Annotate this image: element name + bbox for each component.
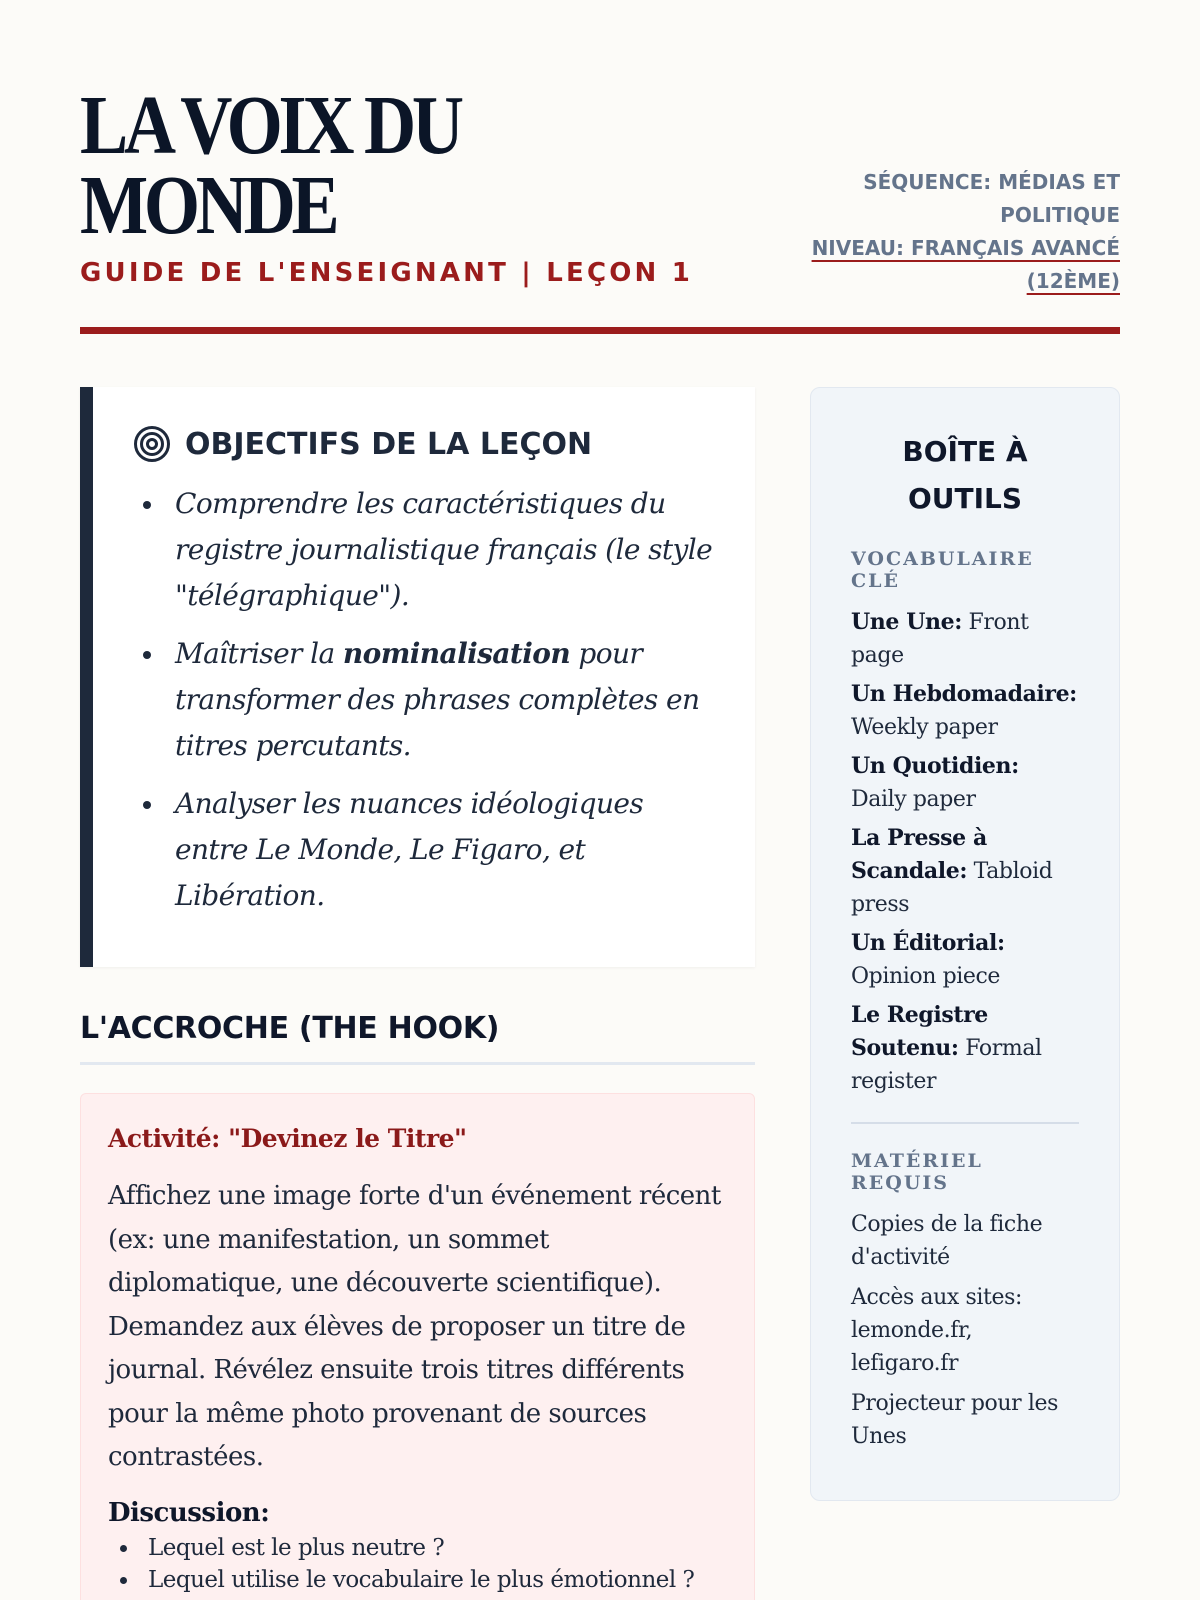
title-line-1: LA VOIX DU xyxy=(80,79,460,172)
objective-text-after: pour transformer des phrases complètes en titres percutants. xyxy=(175,637,700,762)
masthead xyxy=(80,0,1120,334)
discussion-label: Discussion: xyxy=(108,1497,270,1528)
discussion-list xyxy=(108,1532,727,1596)
objective-text-before: Maîtriser la xyxy=(175,637,343,670)
vocab-definition: Daily paper xyxy=(851,787,976,812)
vocab-term: La Presse à Scandale: xyxy=(851,825,987,884)
hook-activity-box xyxy=(80,1093,755,1600)
materials-list xyxy=(851,1208,1079,1453)
toolbox-panel xyxy=(810,387,1120,1501)
vocab-term: Un Quotidien: xyxy=(851,753,1019,779)
materials-label: MATÉRIEL REQUIS xyxy=(851,1150,983,1194)
title-line-2: MONDE xyxy=(80,159,336,252)
vocab-term: Un Hebdomadaire: xyxy=(851,681,1077,707)
material-item: Projecteur pour les Unes xyxy=(851,1391,1059,1449)
level-label: NIVEAU: FRANÇAIS AVANCÉ (12ÈME) xyxy=(811,236,1120,293)
content-area xyxy=(80,387,1120,1600)
vocab-item xyxy=(851,750,1079,816)
objective-item xyxy=(133,631,715,769)
sidebar xyxy=(810,387,1120,1600)
vocab-definition: Opinion piece xyxy=(851,964,1001,989)
vocab-item xyxy=(851,822,1079,921)
main-column xyxy=(80,387,755,1600)
vocab-item xyxy=(851,606,1079,672)
lesson-meta xyxy=(770,166,1120,298)
vocab-definition: Front page xyxy=(851,610,1029,668)
vocab-definition: Formal register xyxy=(851,1036,1042,1094)
objective-item xyxy=(133,481,715,619)
vocab-label: VOCABULAIRE CLÉ xyxy=(851,548,1034,592)
vocab-term: Une Une: xyxy=(851,609,962,635)
activity-title: Activité: "Devinez le Titre" xyxy=(108,1124,467,1153)
guide-subtitle: GUIDE DE L'ENSEIGNANT | LEÇON 1 xyxy=(80,258,694,288)
discussion-item: Lequel utilise le vocabulaire le plus émotionnel ? xyxy=(108,1564,727,1596)
vocab-definition: Tabloid press xyxy=(851,859,1053,917)
vocab-item xyxy=(851,678,1079,744)
vocab-term: Un Éditorial: xyxy=(851,930,1005,956)
objectives-list xyxy=(133,481,715,919)
vocab-item xyxy=(851,999,1079,1098)
objective-keyword: nominalisation xyxy=(342,637,571,670)
vocab-definition: Weekly paper xyxy=(851,715,998,740)
toolbox-divider xyxy=(851,1122,1079,1124)
vocab-item xyxy=(851,927,1079,993)
material-item: Copies de la fiche d'activité xyxy=(851,1212,1043,1270)
objective-text: Analyser les nuances idéologiques entre Le Monde, Le Figaro, et Libération. xyxy=(175,787,644,912)
toolbox-title: BOÎTE À OUTILS xyxy=(902,435,1028,515)
hook-heading: L'ACCROCHE (THE HOOK) xyxy=(80,1011,755,1065)
objectives-heading xyxy=(133,425,715,463)
activity-description: Affichez une image forte d'un événement récent (ex: une manifestation, un sommet diplomatique, une découverte scientifique). Demandez aux élèves de proposer un titre de journal. Révélez ensuite trois titres différents pour la même photo provenant de sources contrastées. xyxy=(108,1181,721,1472)
vocab-list xyxy=(851,606,1079,1098)
objectives-heading-text: OBJECTIFS DE LA LEÇON xyxy=(185,426,593,462)
discussion-item: Lequel est le plus neutre ? xyxy=(108,1532,727,1564)
material-item: Accès aux sites: lemonde.fr, lefigaro.fr xyxy=(851,1285,1023,1376)
vocab-term: Le Registre Soutenu: xyxy=(851,1002,988,1061)
sequence-label: SÉQUENCE: MÉDIAS ET POLITIQUE xyxy=(863,170,1120,227)
publication-title xyxy=(80,79,596,252)
target-icon xyxy=(133,425,171,463)
objective-text: Comprendre les caractéristiques du registre journalistique français (le style "télégraphique"). xyxy=(175,487,713,612)
objective-item xyxy=(133,781,715,919)
objectives-box xyxy=(80,387,755,967)
